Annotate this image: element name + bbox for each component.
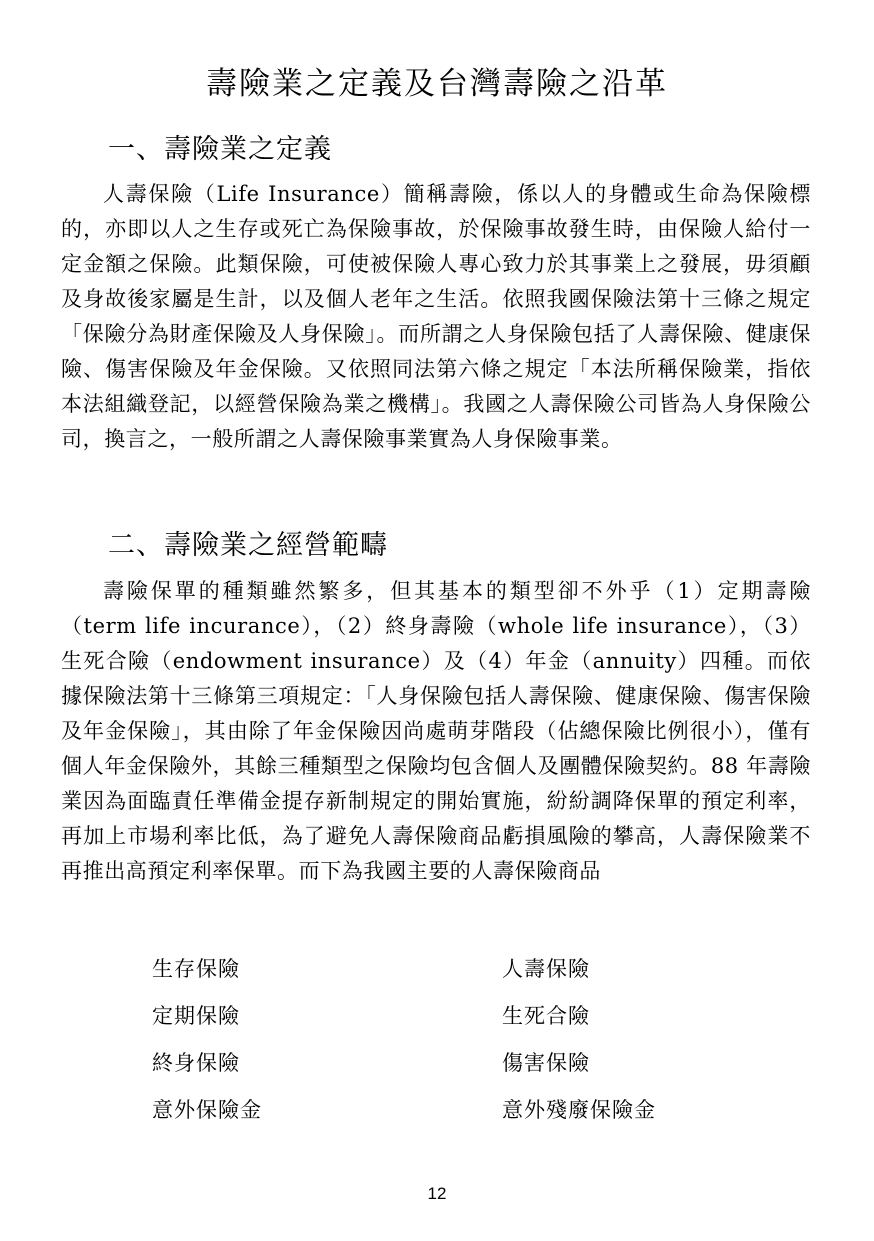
product-item: 人壽保險	[502, 957, 590, 981]
product-item: 定期保險	[152, 1004, 240, 1028]
product-item: 生死合險	[502, 1004, 590, 1028]
product-item: 傷害保險	[502, 1051, 590, 1075]
page-title: 壽險業之定義及台灣壽險之沿革	[206, 66, 668, 102]
scope-paragraph: 壽險保單的種類雖然繁多，但其基本的類型卻不外乎（1）定期壽險（term life incurance），（2）終身壽險（whole life insurance），（3）生死合險（endowment insurance）及（4）年金（annuity）四種。而依據保險法第十三條第三項規定：「人身保險包括人壽保險、健康保險、傷害保險及年金保險」，其由除了年金保險因尚處萌芽階段（佔總保險比例很小），僅有個人年金保險外，其餘三種類型之保險均包含個人及團體保險契約。88 年壽險業因為面臨責任準備金提存新制規定的開始實施，紛紛調降保單的預定利率，再加上市場利率比低，為了避免人壽保險商品虧損風險的攀高，人壽保險業不再推出高預定利率保單。而下為我國主要的人壽保險商品	[61, 579, 811, 883]
section-heading-scope: 二、壽險業之經營範疇	[108, 530, 388, 561]
section-heading-definition: 一、壽險業之定義	[108, 134, 332, 165]
product-item: 終身保險	[152, 1051, 240, 1075]
product-item: 生存保險	[152, 957, 240, 981]
product-list	[152, 953, 772, 1127]
product-item: 意外保險金	[152, 1098, 262, 1122]
definition-paragraph: 人壽保險（Life Insurance）簡稱壽險，係以人的身體或生命為保險標的，亦即以人之生存或死亡為保險事故，於保險事故發生時，由保險人給付一定金額之保險。此類保險，可使被保險人專心致力於其事業上之發展，毋須顧及身故後家屬是生計，以及個人老年之生活。依照我國保險法第十三條之規定「保險分為財產保險及人身保險」。而所謂之人身保險包括了人壽保險、健康保險、傷害保險及年金保險。又依照同法第六條之規定「本法所稱保險業，指依本法組織登記，以經營保險為業之機構」。我國之人壽保險公司皆為人身保險公司，換言之，一般所謂之人壽保險事業實為人身保險事業。	[61, 182, 811, 451]
page-number: 12	[427, 1184, 447, 1203]
product-item: 意外殘廢保險金	[502, 1098, 656, 1122]
